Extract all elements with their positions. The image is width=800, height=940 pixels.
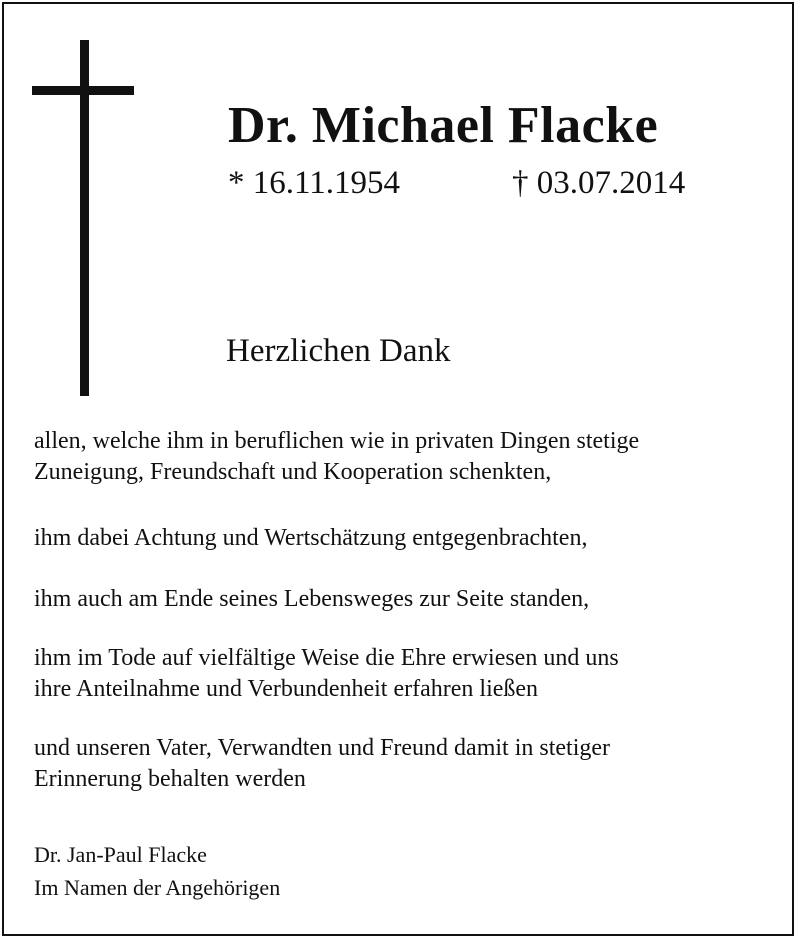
cross-horizontal-bar xyxy=(32,86,134,95)
signature-role: Im Namen der Angehörigen xyxy=(34,875,281,900)
death-date: † 03.07.2014 xyxy=(512,165,686,201)
paragraph-line: ihm im Tode auf vielfältige Weise die Ehre erwiesen und uns xyxy=(34,645,619,671)
paragraph-5 xyxy=(34,733,610,795)
signature-block xyxy=(34,838,280,904)
paragraph-1 xyxy=(34,426,639,488)
thanks-heading: Herzlichen Dank xyxy=(226,333,451,369)
paragraph-line: und unseren Vater, Verwandten und Freund damit in stetiger xyxy=(34,735,611,761)
paragraph-4 xyxy=(34,643,619,705)
paragraph-line: allen, welche ihm in beruflichen wie in privaten Dingen stetige xyxy=(34,428,640,454)
paragraph-line: ihm dabei Achtung und Wertschätzung entgegenbrachten, xyxy=(34,525,588,551)
signature-name: Dr. Jan-Paul Flacke xyxy=(34,842,207,867)
paragraph-3 xyxy=(34,584,589,615)
paragraph-line: ihm auch am Ende seines Lebensweges zur Seite standen, xyxy=(34,586,590,612)
paragraph-line: Erinnerung behalten werden xyxy=(34,766,306,792)
deceased-name: Dr. Michael Flacke xyxy=(228,97,659,154)
paragraph-line: ihre Anteilnahme und Verbundenheit erfahren ließen xyxy=(34,676,539,702)
paragraph-line: Zuneigung, Freundschaft und Kooperation schenkten, xyxy=(34,459,552,485)
birth-date: * 16.11.1954 xyxy=(228,165,401,201)
paragraph-2 xyxy=(34,523,587,554)
